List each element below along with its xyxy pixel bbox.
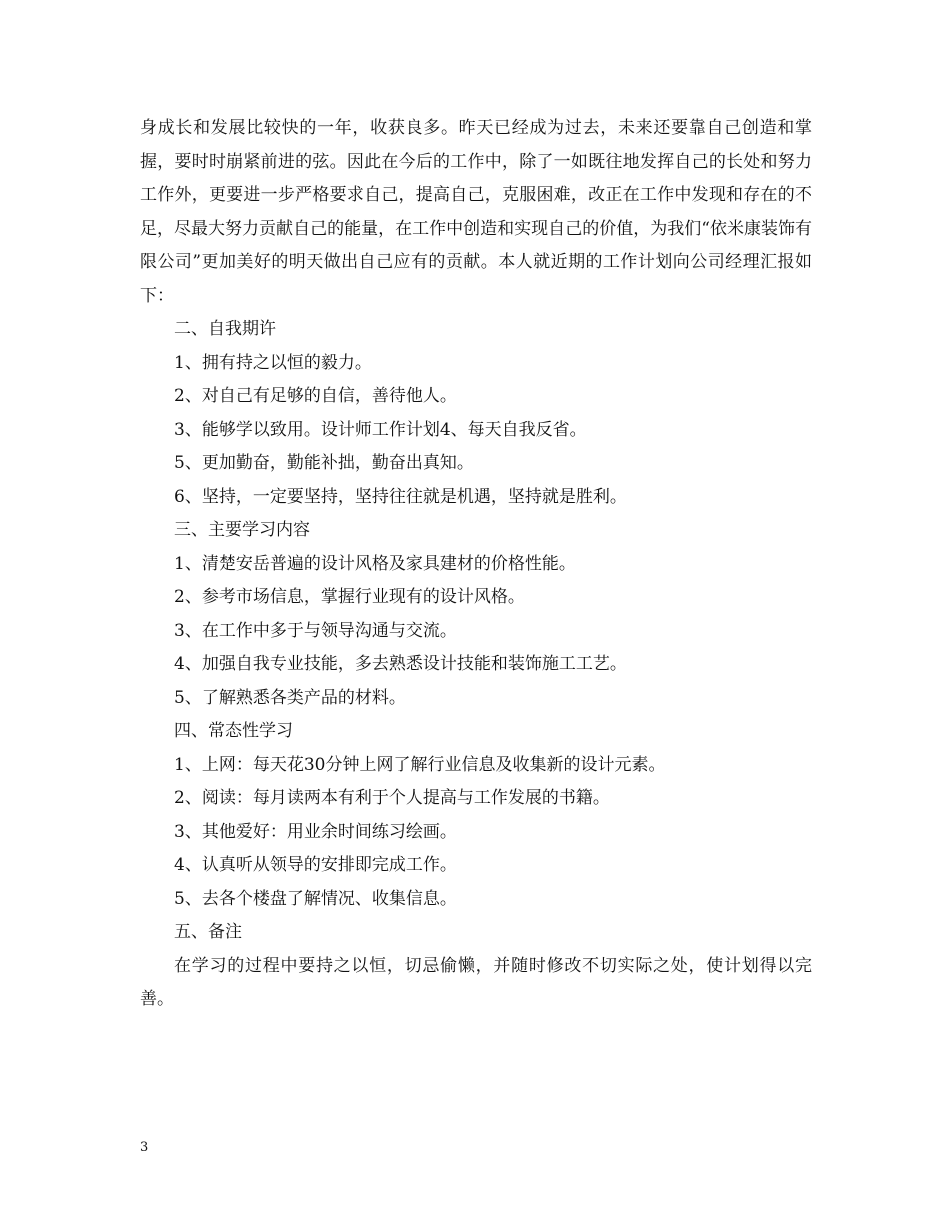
section-heading-self-expectation: 二、自我期许 <box>174 319 276 339</box>
page-content <box>140 112 812 1017</box>
notes-paragraph: 在学习的过程中要持之以恒，切忌偷懒，并随时修改不切实际之处，使计划得以完善。 <box>140 955 812 1009</box>
list-item: 1、拥有持之以恒的毅力。 <box>174 352 372 373</box>
list-item: 2、参考市场信息，掌握行业现有的设计风格。 <box>174 587 525 607</box>
list-item: 5、更加勤奋，勤能补拙，勤奋出真知。 <box>174 453 474 473</box>
list-item: 1、清楚安岳普遍的设计风格及家具建材的价格性能。 <box>174 553 576 574</box>
list-item: 5、去各个楼盘了解情况、收集信息。 <box>174 888 457 909</box>
list-item: 2、对自己有足够的自信，善待他人。 <box>174 386 457 406</box>
list-item: 3、能够学以致用。设计师工作计划4、每天自我反省。 <box>174 419 587 440</box>
section-heading-regular-study: 四、常态性学习 <box>174 721 293 741</box>
list-item: 4、认真听从领导的安排即完成工作。 <box>174 855 457 875</box>
intro-paragraph: 身成长和发展比较快的一年，收获良多。昨天已经成为过去，未来还要靠自己创造和掌握，要时时崩紧前进的弦。因此在今后的工作中，除了一如既往地发挥自己的长处和努力工作外，更要进一步严格要求自己，提高自己，克服困难，改正在工作中发现和存在的不足，尽最大努力贡献自己的能量，在工作中创造和实现自己的价值，为我们“依米康装饰有限公司”更加美好的明天做出自己应有的贡献。本人就近期的工作计划向公司经理汇报如下： <box>140 118 812 306</box>
list-item: 4、加强自我专业技能，多去熟悉设计技能和装饰施工工艺。 <box>174 654 627 674</box>
list-item: 1、上网：每天花30分钟上网了解行业信息及收集新的设计元素。 <box>174 754 666 775</box>
list-item: 5、了解熟悉各类产品的材料。 <box>174 687 406 708</box>
list-item: 3、在工作中多于与领导沟通与交流。 <box>174 620 457 641</box>
section-heading-main-study: 三、主要学习内容 <box>174 520 310 540</box>
page-number: 3 <box>140 1140 149 1155</box>
list-item: 2、阅读：每月读两本有利于个人提高与工作发展的书籍。 <box>174 788 610 808</box>
list-item: 3、其他爱好：用业余时间练习绘画。 <box>174 821 457 842</box>
section-heading-notes: 五、备注 <box>174 922 242 942</box>
list-item: 6、坚持，一定要坚持，坚持往往就是机遇，坚持就是胜利。 <box>174 486 627 507</box>
